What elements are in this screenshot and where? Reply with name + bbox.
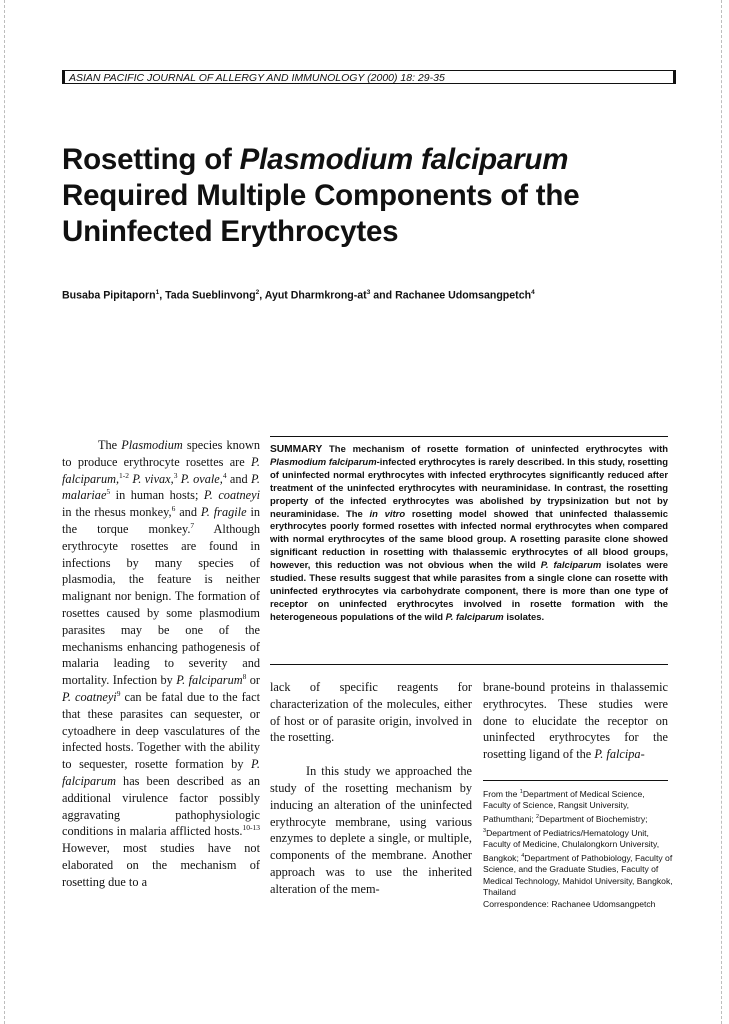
citation: 10-13: [242, 823, 260, 833]
author-affiliation-mark: 4: [531, 289, 535, 296]
citation: 9: [116, 688, 121, 698]
body-text: and: [226, 471, 251, 486]
author-affiliation-mark: 1: [155, 289, 160, 296]
body-italic: P. vivax,: [132, 471, 174, 486]
summary-italic: P. falciparum: [445, 611, 504, 623]
scan-edge-right: [721, 0, 723, 1024]
author-list: [62, 289, 702, 302]
body-column-1: [62, 437, 260, 891]
author-affiliation-mark: 3: [366, 289, 371, 296]
body-italic: P. fragile: [200, 505, 247, 520]
summary-italic: Plasmodium falciparum: [270, 456, 377, 468]
citation: 4: [222, 470, 227, 480]
body-text: in the rhesus monkey,: [62, 505, 172, 520]
affiliation-text: Department of Biochemistry;: [539, 813, 648, 824]
body-italic: P. malariae: [62, 471, 260, 503]
summary-bottom-rule: [270, 664, 668, 665]
summary-italic: in vitro: [369, 508, 406, 520]
citation: 7: [190, 520, 195, 530]
author-separator: and: [370, 289, 396, 302]
title-line-1: [62, 142, 702, 178]
summary-text: isolates.: [503, 611, 545, 623]
summary-text: The mechanism of rosette formation of uninfected erythrocytes with: [322, 444, 668, 455]
affiliation-text: Department of Pediatrics/Hematology Unit, Faculty of Medicine, Chulalongkorn University, Bangkok;: [483, 827, 660, 863]
citation: 3: [173, 470, 178, 480]
affiliation-text: Department of Medical Science, Faculty of Science, Rangsit University, Pathumthani;: [483, 788, 645, 824]
body-italic: Plasmodium: [121, 438, 183, 452]
summary-italic: P. falciparum: [540, 560, 602, 572]
affiliation-mark: 1: [519, 789, 523, 795]
affiliation-mark: 3: [483, 827, 487, 834]
summary-text: rosetting model showed that uninfected thalassemic erythrocytes poorly formed rosettes with infected normal erythrocytes when compared with normal erythrocytes of the same blood group. A rosetting parasite clone showed significant reduction in rosetting with thalassemic erythrocytes of all blood groups, however, this reduction was not obvious when the wild: [270, 508, 668, 572]
affiliation-mark: 2: [536, 814, 540, 821]
author-separator: ,: [159, 289, 166, 302]
citation: 8: [242, 672, 247, 682]
title-organism: Plasmodium falciparum: [239, 143, 569, 176]
body-paragraph: lack of specific reagents for characterization of the molecules, either of host or of parasite origin, involved in the rosetting.: [270, 680, 472, 745]
summary-heading: SUMMARY: [270, 444, 323, 455]
body-text: brane-bound proteins in thalassemic erythrocytes. These studies were done to elucidate the receptor on uninfected erythrocytes for the rosetting ligand of the: [483, 680, 668, 762]
summary-text: -infected erythrocytes is rarely described. In this study, rosetting of uninfected normal erythrocytes with infected erythrocytes significantly reduced after treatment of the uninfected erythrocytes with neuraminidase. In contrast, the rosetting property of the infected erythrocytes was abolished by trypsinization but not by neuraminidase. The: [270, 456, 668, 520]
body-column-3: [483, 679, 668, 763]
summary-text: isolates were studied. These results suggest that while parasites from a single clone can rosette with uninfected erythrocytes via carbohydrate component, there is more than one type of receptor on uninfected erythrocytes involved in rosette formation with the heterogeneous populations of the wild: [270, 560, 668, 623]
intro-paragraph: [62, 437, 260, 891]
citation: 1-2: [119, 470, 130, 480]
author-separator: ,: [259, 289, 265, 302]
citation: 6: [171, 504, 176, 514]
author-name: Rachanee Udomsangpetch: [395, 289, 532, 302]
body-text: can be fatal due to the fact that these parasites can sequester, or cytoadhere in deep vasculatures of the infected hosts. Together with the ability to sequester, rosette formation by: [62, 689, 260, 772]
correspondence-line: Correspondence: Rachanee Udomsangpetch: [483, 898, 656, 909]
title-line-2: Required Multiple Components of the: [62, 179, 580, 212]
body-paragraph: In this study we approached the study of the rosetting mechanism by inducing an alteration of the uninfected erythrocyte membrane, using various enzymes to deplete a single, or multiple, components of the membrane. Another approach was to use the inherited alteration of the mem-: [270, 764, 472, 896]
body-italic: P. coatneyi: [203, 488, 261, 503]
scan-edge-left: [4, 0, 6, 1024]
affiliation-footnote: [483, 787, 673, 910]
affiliation-mark: 4: [521, 852, 525, 859]
body-text: Although erythrocyte rosettes are found in infections by many species of plasmodia, the feature is neither malignant nor benign. The formation of rosettes caused by some plasmodium parasites may be one of the mechanisms enhancing pathogenesis of malaria leading to severity and mortality. Infection by: [62, 521, 260, 688]
author-affiliation-mark: 2: [255, 289, 260, 296]
body-text: in human hosts;: [110, 488, 204, 503]
body-text: has been described as an additional virulence factor possibly aggravating pathophysiologic conditions in malaria afflicted hosts.: [62, 773, 260, 839]
title-part: Rosetting of: [62, 143, 240, 176]
body-italic: P. ovale,: [180, 471, 223, 486]
body-italic: P. falciparum: [62, 757, 260, 788]
body-italic: P. coatneyi: [62, 689, 117, 704]
body-column-2: [270, 679, 472, 898]
affiliation-text: From the: [483, 788, 520, 799]
citation: 5: [106, 487, 111, 497]
body-text: or: [246, 673, 260, 688]
body-text: However, most studies have not elaborated on the mechanism of rosetting due to a: [62, 841, 260, 889]
affiliation-rule: [483, 780, 668, 781]
article-title: [62, 142, 702, 250]
body-italic: P. falciparum,: [62, 454, 260, 486]
body-italic: P. falcipa-: [594, 747, 645, 762]
affiliation-text: Department of Pathobiology, Faculty of Science, and the Graduate Studies, Faculty of Medical Technology, Mahidol University, Bangkok, Thailand: [483, 852, 673, 898]
author-name: Busaba Pipitaporn: [62, 289, 156, 302]
author-name: Ayut Dharmkrong-at: [264, 289, 367, 302]
body-text: The: [98, 438, 122, 452]
body-paragraph: [483, 679, 668, 763]
body-text: and: [175, 505, 201, 520]
title-line-3: Uninfected Erythrocytes: [62, 215, 399, 248]
journal-header: ASIAN PACIFIC JOURNAL OF ALLERGY AND IMMUNOLOGY (2000) 18: 29-35: [62, 70, 676, 84]
author-name: Tada Sueblinvong: [165, 289, 256, 302]
summary-top-rule: [270, 436, 668, 437]
body-italic: P. falciparum: [176, 673, 243, 688]
summary-abstract: [270, 444, 668, 625]
body-text: in the torque monkey.: [62, 505, 261, 536]
body-text: species known to produce erythrocyte rosettes are: [62, 438, 260, 469]
